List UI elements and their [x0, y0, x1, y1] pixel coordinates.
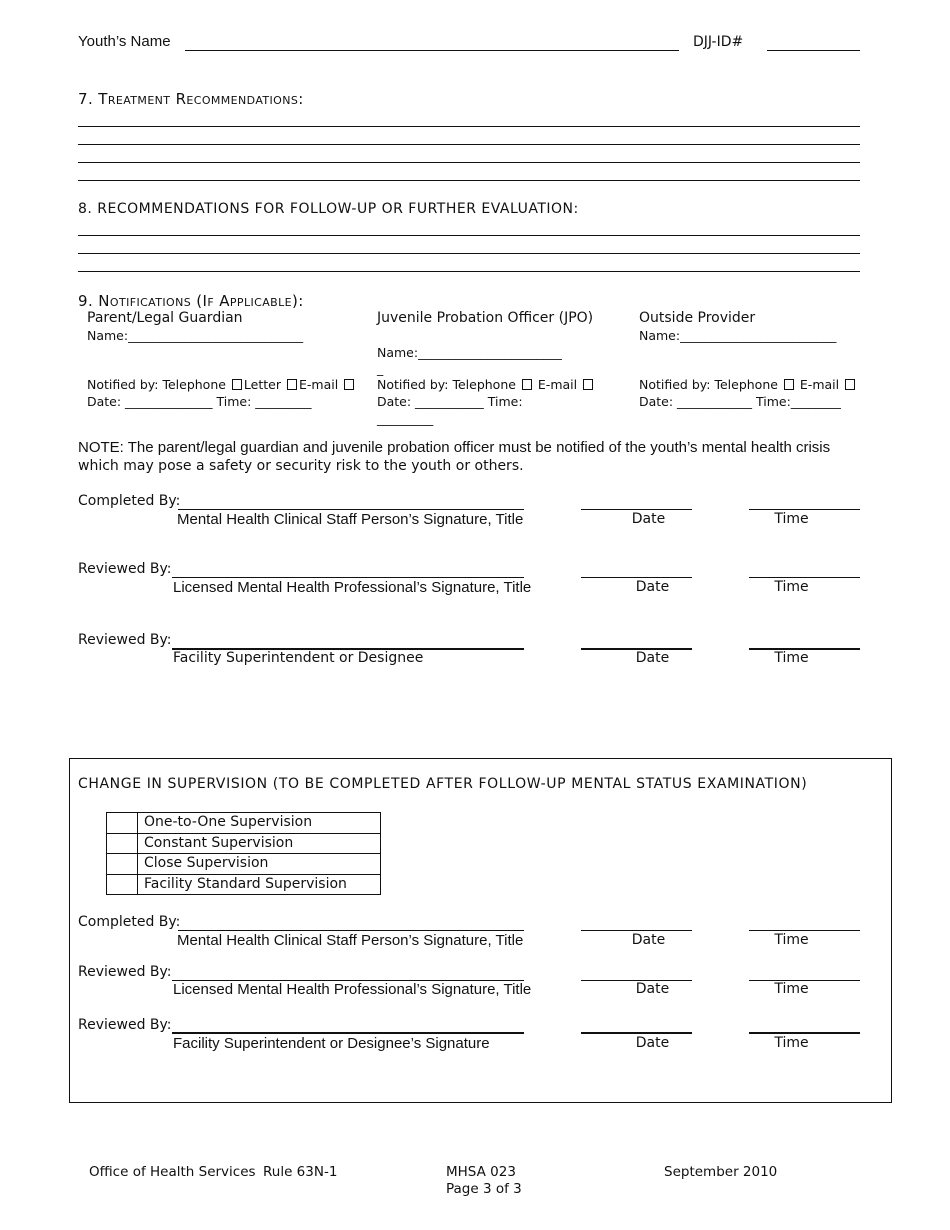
guardian-date-time[interactable]: Date: ______________ Time: _________ [87, 394, 312, 409]
sig-reviewed-lmhp-date: Date [635, 579, 670, 595]
jpo-notified-row [377, 377, 595, 392]
supervision-option-row[interactable] [107, 874, 381, 895]
box-sig-reviewed-super-label: Reviewed By: [78, 1017, 172, 1033]
box-sig-completed-time-line[interactable] [749, 930, 860, 931]
provider-notified-label: Notified by: Telephone [639, 377, 778, 392]
guardian-email-checkbox[interactable] [344, 379, 354, 390]
footer-rule: Rule 63N-1 [263, 1164, 338, 1180]
box-sig-completed-date-line[interactable] [581, 930, 692, 931]
djj-id-field[interactable] [767, 50, 860, 51]
supervision-option-label: Constant Supervision [138, 833, 381, 854]
guardian-telephone-checkbox[interactable] [232, 379, 242, 390]
sig-completed-time-line[interactable] [749, 509, 860, 510]
sig-reviewed-super-caption: Facility Superintendent or Designee [173, 650, 424, 666]
guardian-notified-row [87, 377, 356, 392]
jpo-telephone-checkbox[interactable] [522, 379, 532, 390]
supervision-checkbox-facility-standard[interactable] [107, 874, 138, 895]
jpo-time-cont[interactable]: _________ [377, 411, 434, 426]
box-sig-completed-date: Date [631, 932, 666, 948]
box-sig-completed-time: Time [774, 932, 809, 948]
sig-completed-caption: Mental Health Clinical Staff Person’s Signature, Title [177, 511, 524, 528]
sig-reviewed-lmhp-label: Reviewed By: [78, 561, 172, 577]
box-sig-reviewed-lmhp-time: Time [774, 981, 809, 997]
jpo-date-time[interactable]: Date: ___________ Time: [377, 394, 523, 409]
treatment-line-2[interactable] [78, 144, 860, 145]
sig-completed-line[interactable] [178, 509, 524, 510]
sig-completed-date-line[interactable] [581, 509, 692, 510]
jpo-notified-label: Notified by: Telephone [377, 377, 516, 392]
followup-line-3[interactable] [78, 271, 860, 272]
box-sig-completed-line[interactable] [178, 930, 524, 931]
provider-telephone-checkbox[interactable] [784, 379, 794, 390]
guardian-letter-label: Letter [243, 377, 281, 392]
footer-form-number: MHSA 023 [446, 1164, 516, 1180]
sig-reviewed-lmhp-line[interactable] [172, 577, 524, 578]
sig-reviewed-lmhp-date-line[interactable] [581, 577, 692, 578]
followup-line-2[interactable] [78, 253, 860, 254]
jpo-email-label: E-mail [537, 377, 578, 392]
sig-reviewed-super-date: Date [635, 650, 670, 666]
box-sig-reviewed-lmhp-date: Date [635, 981, 670, 997]
supervision-checkbox-constant[interactable] [107, 833, 138, 854]
provider-email-label: E-mail [799, 377, 840, 392]
sig-reviewed-super-label: Reviewed By: [78, 632, 172, 648]
djj-id-label: DJJ-ID# [693, 34, 744, 50]
provider-date-time[interactable]: Date: ____________ Time:________ [639, 394, 841, 409]
youth-name-label: Youth’s Name [78, 33, 171, 50]
provider-notified-row [639, 377, 857, 392]
footer-date: September 2010 [664, 1164, 778, 1180]
sig-reviewed-super-time: Time [774, 650, 809, 666]
note-line-2: which may pose a safety or security risk to the youth or others. [78, 458, 524, 474]
sig-reviewed-lmhp-time: Time [774, 579, 809, 595]
jpo-name-field-cont[interactable]: _ [377, 361, 384, 376]
jpo-name-field[interactable]: Name:_______________________ [377, 345, 562, 360]
box-sig-reviewed-super-date: Date [635, 1035, 670, 1051]
guardian-letter-checkbox[interactable] [287, 379, 297, 390]
box-sig-reviewed-super-time-line[interactable] [749, 1032, 860, 1034]
treatment-line-3[interactable] [78, 162, 860, 163]
box-sig-reviewed-super-caption: Facility Superintendent or Designee’s Signature [173, 1035, 490, 1052]
sig-reviewed-lmhp-caption: Licensed Mental Health Professional’s Signature, Title [173, 579, 532, 596]
guardian-name-field[interactable]: Name:____________________________ [87, 328, 304, 343]
footer-office: Office of Health Services [89, 1164, 256, 1180]
provider-heading: Outside Provider [639, 310, 756, 326]
box-sig-reviewed-super-line[interactable] [172, 1032, 524, 1034]
footer-page-number: Page 3 of 3 [446, 1181, 522, 1197]
treatment-line-1[interactable] [78, 126, 860, 127]
jpo-email-checkbox[interactable] [583, 379, 593, 390]
guardian-heading: Parent/Legal Guardian [87, 310, 243, 326]
supervision-option-label: Facility Standard Supervision [138, 874, 381, 895]
box-sig-reviewed-super-time: Time [774, 1035, 809, 1051]
supervision-title: CHANGE IN SUPERVISION (TO BE COMPLETED AFTER FOLLOW-UP MENTAL STATUS EXAMINATION) [78, 776, 808, 792]
supervision-checkbox-one-to-one[interactable] [107, 813, 138, 834]
jpo-heading: Juvenile Probation Officer (JPO) [377, 310, 594, 326]
sig-completed-time: Time [774, 511, 809, 527]
supervision-option-label: Close Supervision [138, 854, 381, 875]
guardian-email-label: E-mail [298, 377, 339, 392]
section-7-title: 7. Treatment Recommendations: [78, 90, 304, 108]
supervision-option-row[interactable] [107, 833, 381, 854]
supervision-option-row[interactable] [107, 854, 381, 875]
sig-completed-label: Completed By: [78, 493, 181, 509]
box-sig-reviewed-lmhp-label: Reviewed By: [78, 964, 172, 980]
supervision-checkbox-close[interactable] [107, 854, 138, 875]
provider-name-field[interactable]: Name:_________________________ [639, 328, 837, 343]
supervision-options-table [106, 812, 381, 895]
supervision-option-label: One-to-One Supervision [138, 813, 381, 834]
treatment-line-4[interactable] [78, 180, 860, 181]
box-sig-reviewed-lmhp-caption: Licensed Mental Health Professional’s Signature, Title [173, 981, 532, 998]
sig-reviewed-lmhp-time-line[interactable] [749, 577, 860, 578]
section-9-title: 9. Notifications (If Applicable): [78, 292, 304, 310]
followup-line-1[interactable] [78, 235, 860, 236]
box-sig-completed-caption: Mental Health Clinical Staff Person’s Signature, Title [177, 932, 524, 949]
note-line-1: NOTE: The parent/legal guardian and juvenile probation officer must be notified of the youth’s mental health crisis [78, 439, 831, 456]
youth-name-field[interactable] [185, 50, 679, 51]
box-sig-completed-label: Completed By: [78, 914, 181, 930]
supervision-option-row[interactable] [107, 813, 381, 834]
provider-email-checkbox[interactable] [845, 379, 855, 390]
sig-completed-date: Date [631, 511, 666, 527]
box-sig-reviewed-super-date-line[interactable] [581, 1032, 692, 1034]
guardian-notified-label: Notified by: Telephone [87, 377, 226, 392]
section-8-title: 8. RECOMMENDATIONS FOR FOLLOW-UP OR FURTHER EVALUATION: [78, 201, 579, 217]
